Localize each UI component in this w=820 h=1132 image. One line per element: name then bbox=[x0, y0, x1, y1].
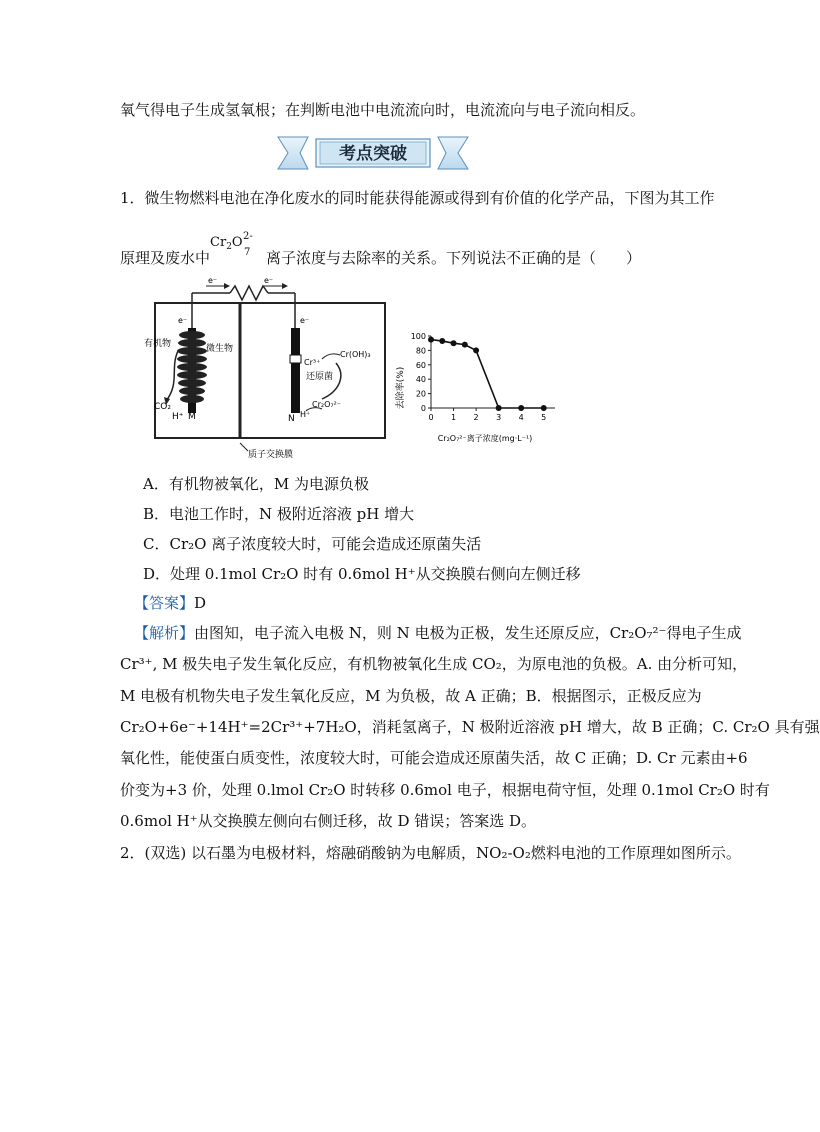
q1-line1: 1．微生物燃料电池在净化废水的同时能获得能源或得到有价值的化学产品，下图为其工作 bbox=[120, 189, 715, 207]
series-line bbox=[431, 340, 544, 408]
analysis-line-1: 【解析】由图知，电子流入电极 N，则 N 电极为正极，发生还原反应，Cr₂O₇²⁻得电子生成 bbox=[134, 624, 742, 642]
membrane-label: 质子交换膜 bbox=[248, 450, 294, 460]
banner-title: 考点突破 bbox=[339, 144, 407, 164]
figure-area bbox=[140, 276, 570, 463]
q1-line2 bbox=[120, 231, 642, 268]
data-point bbox=[541, 405, 547, 411]
co2-label: CO₂ bbox=[154, 402, 171, 412]
data-point bbox=[518, 405, 524, 411]
option-c: C．Cr₂O 离子浓度较大时，可能会造成还原菌失活 bbox=[143, 535, 482, 553]
h-label-left: H⁺ bbox=[172, 412, 184, 422]
chart-xlabel: Cr₂O₇²⁻离子浓度(mg·L⁻¹) bbox=[437, 434, 533, 443]
cr3-label: Cr³⁺ bbox=[304, 358, 321, 367]
microbe-label: 微生物 bbox=[206, 344, 234, 354]
chart-ylabel: 去除率(%) bbox=[396, 366, 406, 410]
y-tick-label: 100 bbox=[410, 332, 426, 341]
organic-label: 有机物 bbox=[144, 339, 172, 349]
y-tick-label: 40 bbox=[415, 375, 426, 385]
x-tick-label: 1 bbox=[450, 413, 457, 422]
h-label-right: H⁺ bbox=[300, 410, 311, 419]
m-electrode bbox=[177, 328, 207, 413]
analysis-tag: 【解析】 bbox=[134, 624, 195, 642]
reducing-bacteria-label: 还原菌 bbox=[306, 372, 334, 382]
analysis-line-7: 0.6mol H⁺从交换膜左侧向右侧迁移，故 D 错误；答案选 D。 bbox=[120, 812, 537, 830]
analysis-line-2: Cr³⁺, M 极失电子发生氧化反应，有机物被氧化生成 CO₂，为原电池的负极。A. 由分析可知， bbox=[120, 655, 748, 673]
analysis-line-5: 氧化性，能使蛋白质变性，浓度较大时，可能会造成还原菌失活，故 C 正确；D. Cr 元素由+6 bbox=[120, 749, 748, 767]
y-tick-label: 20 bbox=[415, 389, 426, 399]
electron-label-right: e⁻ bbox=[264, 276, 274, 285]
option-d: D．处理 0.1mol Cr₂O 时有 0.6mol H⁺从交换膜右侧向左侧迁移 bbox=[143, 565, 581, 583]
m-label: M bbox=[188, 412, 196, 422]
option-b: B．电池工作时，N 极附近溶液 pH 增大 bbox=[143, 505, 415, 523]
q1-line2-a: 原理及废水中 bbox=[120, 249, 211, 267]
analysis-line-3: M 电极有机物失电子发生氧化反应，M 为负极，故 A 正确；B．根据图示，正极反应为 bbox=[120, 687, 702, 705]
croh3-label: Cr(OH)₃ bbox=[340, 350, 371, 359]
electron-label-n: e⁻ bbox=[300, 316, 310, 325]
banner-ribbon-icon bbox=[278, 133, 468, 173]
y-tick-label: 0 bbox=[420, 404, 426, 413]
x-tick-label: 3 bbox=[496, 413, 502, 422]
data-point bbox=[496, 405, 502, 411]
x-tick-label: 2 bbox=[473, 413, 479, 422]
x-tick-label: 4 bbox=[518, 413, 524, 422]
answer-tag: 【答案】 bbox=[134, 594, 195, 612]
data-point bbox=[428, 337, 434, 343]
answer-value: D bbox=[194, 594, 207, 612]
n-label: N bbox=[288, 414, 295, 424]
data-point bbox=[473, 347, 479, 353]
intro-line: 氧气得电子生成氢氧根；在判断电池中电流流向时，电流流向与电子流向相反。 bbox=[120, 101, 646, 119]
removal-rate-chart bbox=[395, 328, 565, 498]
q2-line: 2．(双选) 以石墨为电极材料，熔融硝酸钠为电解质，NO₂-O₂燃料电池的工作原理如图所示。 bbox=[120, 844, 741, 862]
section-banner bbox=[278, 133, 468, 173]
cr2o7-label: Cr₂O₇²⁻ bbox=[312, 400, 342, 409]
data-point bbox=[451, 340, 457, 346]
answer-line bbox=[134, 593, 206, 613]
x-tick-label: 0 bbox=[428, 413, 434, 422]
ion-formula: $Cr_2O$ 2- 7 bbox=[210, 231, 253, 258]
x-tick-label: 5 bbox=[541, 413, 547, 422]
n-electrode bbox=[291, 328, 300, 413]
option-a: A．有机物被氧化，M 为电源负极 bbox=[143, 475, 369, 493]
data-point bbox=[462, 342, 468, 348]
q1-line2-b: 离子浓度与去除率的关系。下列说法不正确的是（ ） bbox=[266, 249, 642, 267]
y-tick-label: 60 bbox=[415, 360, 426, 370]
analysis-line-6: 价变为+3 价，处理 0.lmol Cr₂O 时转移 0.6mol 电子，根据电荷守恒，处理 0.1mol Cr₂O 时有 bbox=[120, 781, 770, 799]
y-tick-label: 80 bbox=[415, 346, 426, 356]
electron-label-left: e⁻ bbox=[208, 276, 218, 285]
data-point bbox=[439, 338, 445, 344]
analysis-line-4: Cr₂O+6e⁻+14H⁺=2Cr³⁺+7H₂O，消耗氢离子，N 极附近溶液 pH 增大，故 B 正确；C. Cr₂O 具有强 bbox=[120, 718, 820, 736]
electron-label-m: e⁻ bbox=[178, 316, 188, 325]
